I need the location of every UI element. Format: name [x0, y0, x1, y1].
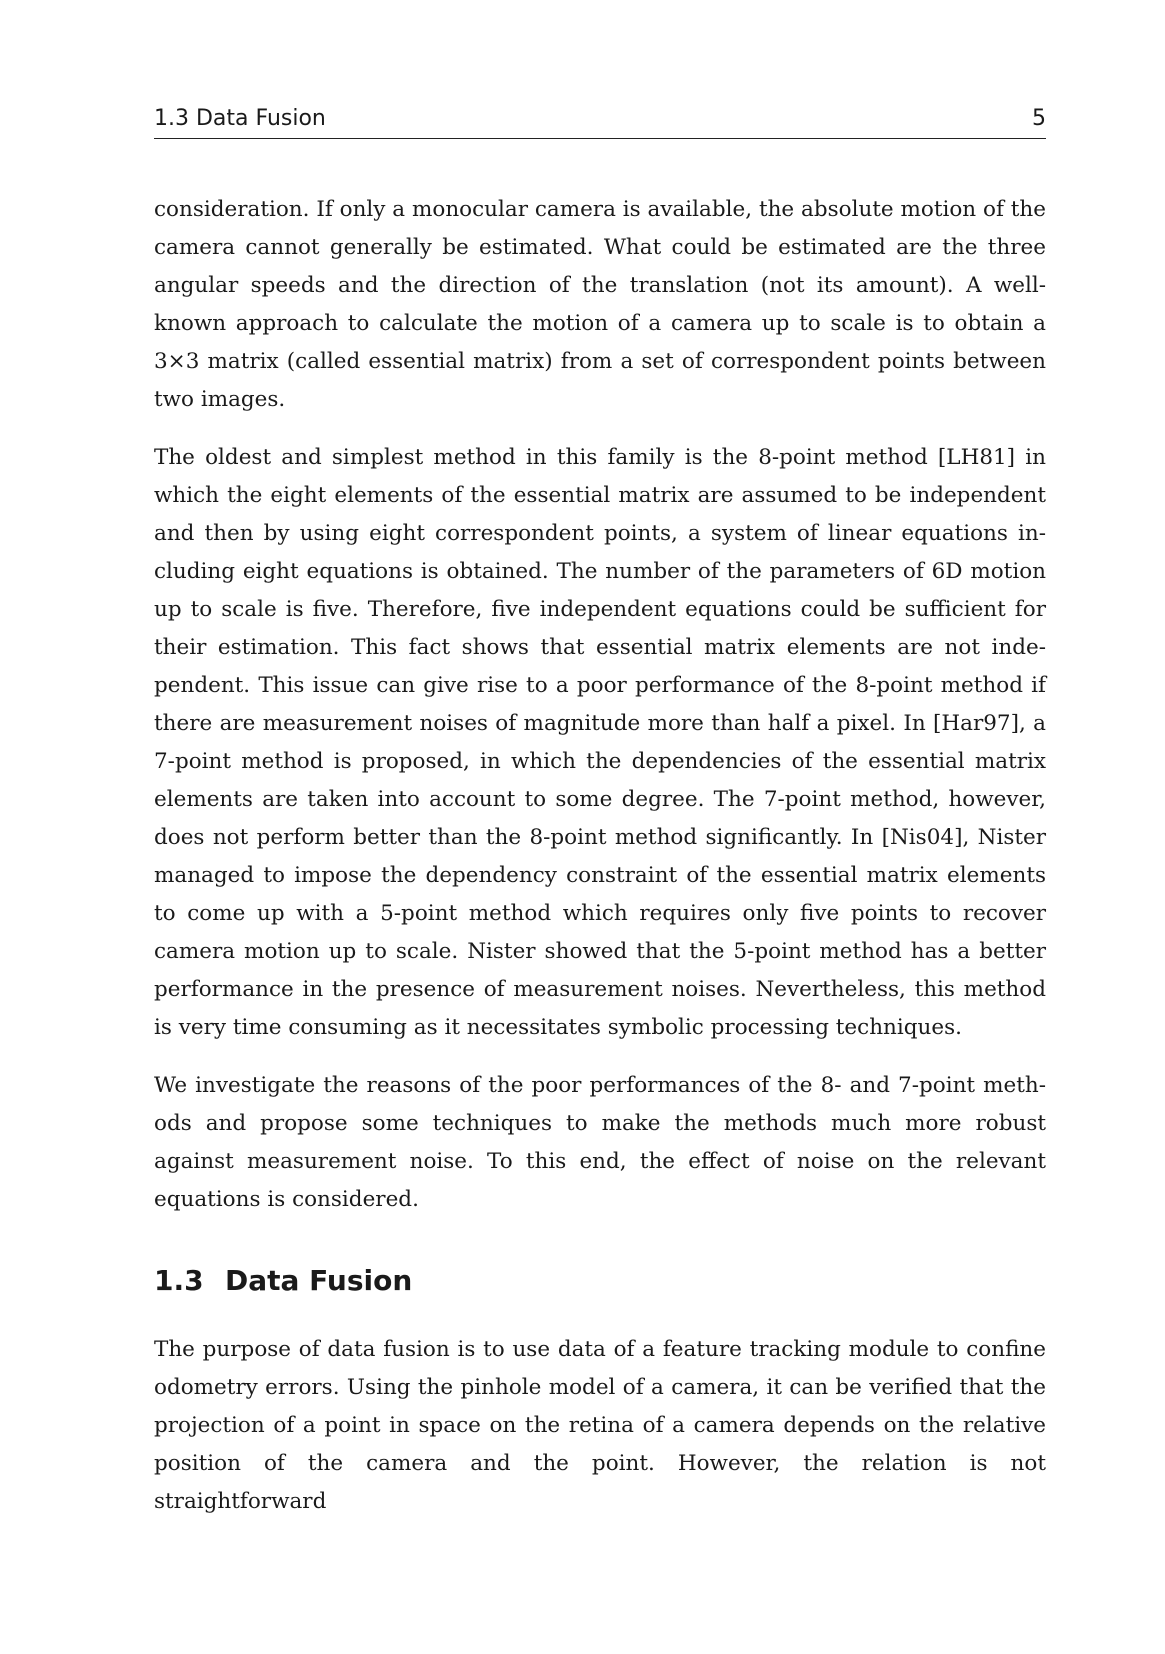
- body-text: [154, 191, 1046, 1521]
- paragraph: The purpose of data fusion is to use data of a feature tracking module to confine odometry errors. Using the pinhole model of a camera, it can be verified that the projection of a point in space on the retina of a camera depends on the relative position of the camera and the point. However, the relation is not straightforward: [154, 1337, 1046, 1514]
- running-header-section: 1.3 Data Fusion: [154, 106, 326, 131]
- paragraph: The oldest and simplest method in this family is the 8-point method [LH81] in which the eight elements of the essential matrix are assumed to be independent and then by using eight correspondent points, a system of linear equations including eight equations is obtained. The number of the parameters of 6D motion up to scale is five. Therefore, five independent equations could be sufficient for their estimation. This fact shows that essential matrix elements are not independent. This issue can give rise to a poor performance of the 8-point method if there are measurement noises of magnitude more than half a pixel. In [Har97], a 7-point method is proposed, in which the dependencies of the essential matrix elements are taken into account to some degree. The 7-point method, however, does not perform better than the 8-point method significantly. In [Nis04], Nister managed to impose the dependency constraint of the essential matrix elements to come up with a 5-point method which requires only five points to recover camera motion up to scale. Nister showed that the 5-point method has a better performance in the presence of measurement noises. Nevertheless, this method is very time consuming as it necessitates symbolic processing techniques.: [154, 445, 1046, 1040]
- paragraph: consideration. If only a monocular camera is available, the absolute motion of the camera cannot generally be estimated. What could be estimated are the three angular speeds and the direction of the translation (not its amount). A well-known approach to calculate the motion of a camera up to scale is to obtain a 3×3 matrix (called essential matrix) from a set of correspondent points between two images.: [154, 197, 1046, 412]
- paragraph: We investigate the reasons of the poor performances of the 8- and 7-point methods and propose some techniques to make the methods much more robust against measurement noise. To this end, the effect of noise on the relevant equations is considered.: [154, 1073, 1046, 1212]
- section-title: Data Fusion: [225, 1264, 413, 1297]
- section-number: 1.3: [154, 1264, 204, 1297]
- section-heading: [154, 1261, 1046, 1301]
- page-number: 5: [1032, 106, 1046, 131]
- running-header: [154, 100, 1046, 139]
